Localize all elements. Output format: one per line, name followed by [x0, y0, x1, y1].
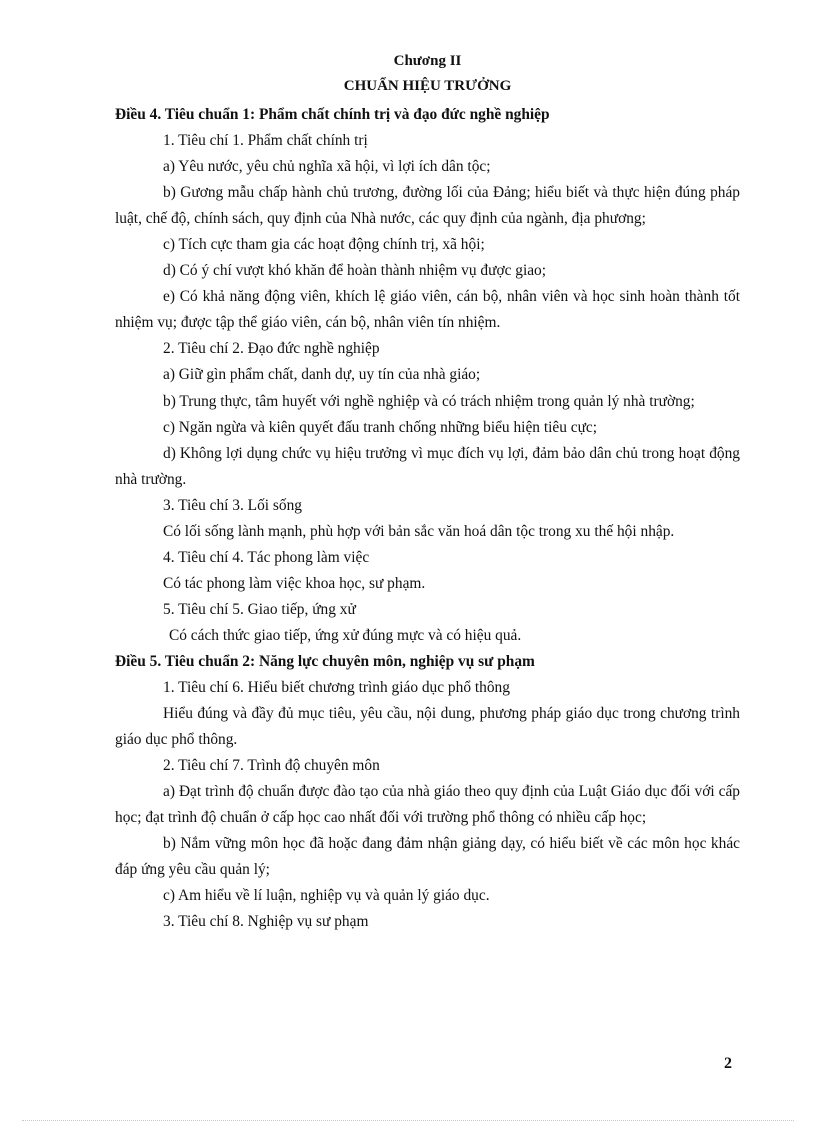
paragraph: a) Yêu nước, yêu chủ nghĩa xã hội, vì lợi ích dân tộc;: [163, 158, 491, 176]
criterion-5-heading: 5. Tiêu chí 5. Giao tiếp, ứng xử: [163, 600, 356, 618]
paragraph: b) Nắm vững môn học đã hoặc đang đảm nhận giảng dạy, có hiểu biết về các môn học khác đáp ứng yêu cầu quản lý;: [115, 835, 740, 879]
document-body: [115, 102, 740, 936]
paragraph: c) Ngăn ngừa và kiên quyết đấu tranh chống những biểu hiện tiêu cực;: [163, 418, 598, 436]
criterion-8-heading: 3. Tiêu chí 8. Nghiệp vụ sư phạm: [163, 913, 369, 931]
paragraph: d) Có ý chí vượt khó khăn để hoàn thành nhiệm vụ được giao;: [163, 262, 547, 280]
paragraph: c) Am hiểu về lí luận, nghiệp vụ và quản lý giáo dục.: [163, 887, 490, 905]
criterion-1-heading: 1. Tiêu chí 1. Phẩm chất chính trị: [163, 132, 368, 150]
criterion-4-heading: 4. Tiêu chí 4. Tác phong làm việc: [163, 548, 370, 566]
page-bottom-divider: [22, 1120, 794, 1121]
article-4-heading: Điều 4. Tiêu chuẩn 1: Phẩm chất chính trị và đạo đức nghề nghiệp: [115, 106, 550, 123]
paragraph: Hiểu đúng và đầy đủ mục tiêu, yêu cầu, nội dung, phương pháp giáo dục trong chương trình giáo dục phổ thông.: [115, 705, 740, 749]
paragraph: d) Không lợi dụng chức vụ hiệu trưởng vì mục đích vụ lợi, đảm bảo dân chủ trong hoạt động nhà trường.: [115, 444, 740, 488]
chapter-title: Chương II: [393, 53, 462, 69]
paragraph: Có lối sống lành mạnh, phù hợp với bản sắc văn hoá dân tộc trong xu thế hội nhập.: [163, 522, 675, 540]
paragraph: c) Tích cực tham gia các hoạt động chính trị, xã hội;: [163, 236, 485, 254]
paragraph: Có cách thức giao tiếp, ứng xử đúng mực và có hiệu quả.: [169, 626, 522, 644]
page-number: 2: [724, 1055, 732, 1072]
paragraph: e) Có khả năng động viên, khích lệ giáo viên, cán bộ, nhân viên và học sinh hoàn thành tốt nhiệm vụ; được tập thể giáo viên, cán bộ, nhân viên tín nhiệm.: [115, 288, 740, 332]
paragraph: b) Trung thực, tâm huyết với nghề nghiệp và có trách nhiệm trong quản lý nhà trường;: [163, 392, 695, 410]
paragraph: b) Gương mẫu chấp hành chủ trương, đường lối của Đảng; hiểu biết và thực hiện đúng pháp luật, chế độ, chính sách, quy định của Nhà nước, các quy định của ngành, địa phương;: [115, 184, 740, 228]
paragraph: a) Đạt trình độ chuẩn được đào tạo của nhà giáo theo quy định của Luật Giáo dục đối với cấp học; đạt trình độ chuẩn ở cấp học cao nhất đối với trường phổ thông có nhiều cấp học;: [115, 783, 740, 827]
criterion-2-heading: 2. Tiêu chí 2. Đạo đức nghề nghiệp: [163, 340, 380, 358]
chapter-subtitle: CHUẨN HIỆU TRƯỞNG: [343, 78, 512, 94]
criterion-6-heading: 1. Tiêu chí 6. Hiểu biết chương trình giáo dục phổ thông: [163, 679, 510, 697]
paragraph: a) Giữ gìn phẩm chất, danh dự, uy tín của nhà giáo;: [163, 366, 481, 384]
criterion-3-heading: 3. Tiêu chí 3. Lối sống: [163, 496, 302, 514]
criterion-7-heading: 2. Tiêu chí 7. Trình độ chuyên môn: [163, 757, 380, 775]
paragraph: Có tác phong làm việc khoa học, sư phạm.: [163, 574, 426, 592]
article-5-heading: Điều 5. Tiêu chuẩn 2: Năng lực chuyên môn, nghiệp vụ sư phạm: [115, 652, 535, 670]
